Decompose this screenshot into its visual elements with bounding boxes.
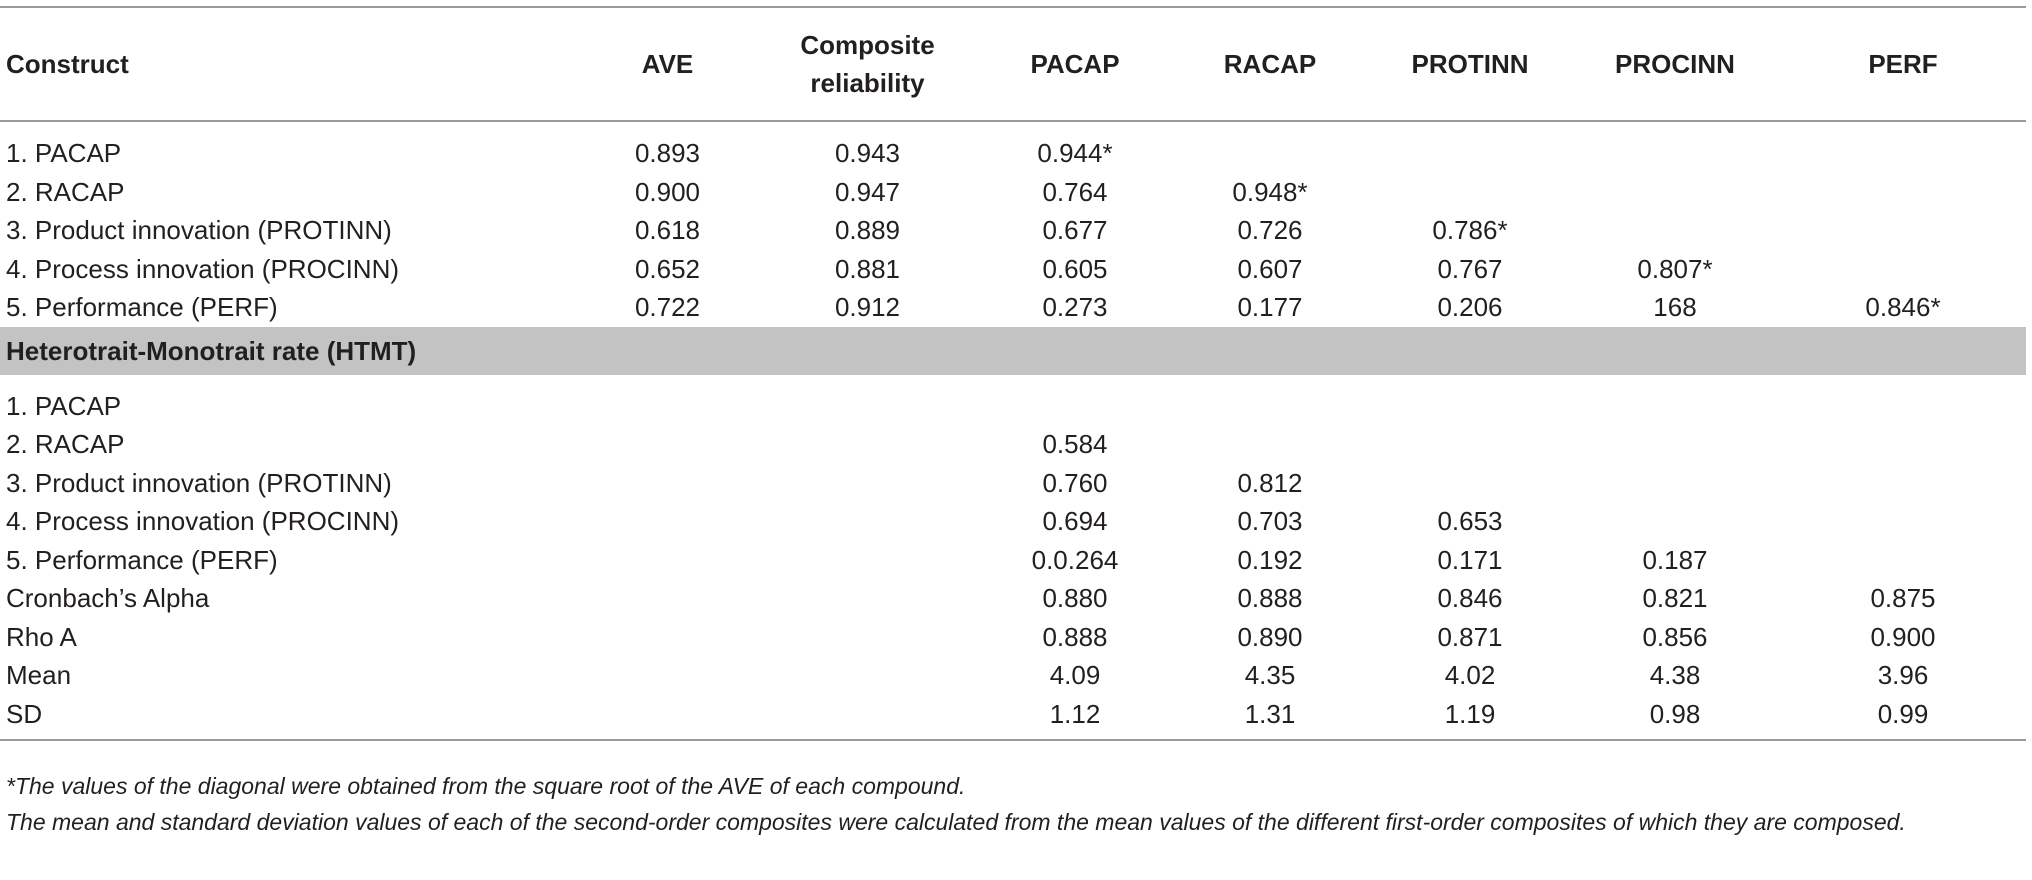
header-perf: PERF bbox=[1868, 49, 1938, 79]
header-ave: AVE bbox=[641, 49, 694, 79]
spacer-row bbox=[0, 375, 2026, 387]
table-cell: 0.888 bbox=[1237, 583, 1303, 613]
table-cell: 1.12 bbox=[980, 695, 1170, 740]
table-cell: 0.187 bbox=[1642, 544, 1708, 575]
table-row bbox=[0, 579, 2026, 618]
table-cell bbox=[1570, 502, 1780, 541]
table-cell: 0.880 bbox=[1042, 583, 1108, 613]
table-cell: 0.856 bbox=[1642, 621, 1708, 652]
table-cell bbox=[755, 425, 980, 464]
table-cell bbox=[755, 541, 980, 580]
row-label: 1. PACAP bbox=[6, 138, 122, 168]
table-cell: 0.726 bbox=[1237, 215, 1303, 245]
table-row bbox=[0, 425, 2026, 464]
table-cell: 4.09 bbox=[1049, 660, 1101, 690]
table-row bbox=[0, 211, 2026, 250]
table-cell bbox=[755, 464, 980, 503]
row-label: Rho A bbox=[6, 621, 77, 652]
table-cell: 0.846* bbox=[1865, 292, 1941, 322]
table-cell bbox=[1570, 173, 1780, 212]
top-body bbox=[0, 121, 2026, 327]
table-cell: 0.764 bbox=[1042, 176, 1108, 207]
table-cell: 0.607 bbox=[1237, 253, 1303, 284]
table-cell bbox=[580, 579, 755, 618]
bottom-body bbox=[0, 387, 2026, 740]
table-row bbox=[0, 387, 2026, 426]
table-cell: 1.19 bbox=[1370, 695, 1570, 740]
table-cell bbox=[1570, 425, 1780, 464]
table-cell: 0.98 bbox=[1570, 695, 1780, 740]
header-racap: RACAP bbox=[1223, 49, 1317, 79]
table-cell: 0.694 bbox=[1042, 506, 1108, 536]
row-label: 2. RACAP bbox=[6, 176, 125, 207]
table-cell: 0.722 bbox=[634, 292, 701, 322]
table-row bbox=[0, 695, 2026, 740]
table-cell bbox=[580, 541, 755, 580]
table-cell: 0.947 bbox=[834, 176, 901, 207]
note-diagonal: *The values of the diagonal were obtained from the square root of the AVE of each compound. bbox=[6, 773, 966, 799]
row-label: Cronbach’s Alpha bbox=[6, 583, 210, 613]
table-cell bbox=[980, 387, 1170, 426]
table-cell bbox=[1780, 425, 2026, 464]
table-cell bbox=[755, 579, 980, 618]
table-cell bbox=[755, 387, 980, 426]
table-cell bbox=[580, 618, 755, 657]
note-mean-sd: The mean and standard deviation values of each of the second-order composites were calculated from the mean values of the different first-order composites of which they are composed. bbox=[6, 809, 1906, 835]
table-row bbox=[0, 541, 2026, 580]
row-label: 2. RACAP bbox=[6, 429, 125, 459]
table-cell bbox=[1780, 211, 2026, 250]
row-label: 4. Process innovation (PROCINN) bbox=[6, 253, 400, 284]
table-cell bbox=[1170, 425, 1370, 464]
table-cell bbox=[1780, 250, 2026, 289]
section-body bbox=[0, 327, 2026, 387]
table-cell: 0.890 bbox=[1237, 621, 1303, 652]
table-row bbox=[0, 173, 2026, 212]
table-cell: 0.807* bbox=[1637, 253, 1713, 284]
row-label: 5. Performance (PERF) bbox=[6, 544, 278, 575]
row-label: SD bbox=[0, 695, 580, 740]
table-cell: 0.760 bbox=[1042, 467, 1108, 498]
table-row bbox=[0, 464, 2026, 503]
table-cell: 0.893 bbox=[634, 138, 701, 168]
table-cell: 0.177 bbox=[1237, 292, 1303, 322]
table-cell: 0.0.264 bbox=[1031, 544, 1119, 575]
table-cell bbox=[580, 656, 755, 695]
table-cell: 0.618 bbox=[634, 215, 701, 245]
row-label: 5. Performance (PERF) bbox=[6, 292, 278, 322]
header-construct: Construct bbox=[6, 49, 129, 79]
table-cell: 0.900 bbox=[1870, 621, 1936, 652]
section-header-row bbox=[0, 327, 2026, 375]
table-cell: 0.273 bbox=[1042, 292, 1108, 322]
table-cell: 0.171 bbox=[1437, 544, 1503, 575]
table-cell: 0.786* bbox=[1432, 215, 1508, 245]
table-cell: 0.584 bbox=[1042, 429, 1108, 459]
table-cell bbox=[1570, 464, 1780, 503]
table-cell bbox=[580, 387, 755, 426]
table-cell: 0.875 bbox=[1870, 583, 1936, 613]
table-row bbox=[0, 656, 2026, 695]
header-procinn: PROCINN bbox=[1615, 49, 1735, 79]
row-label: 4. Process innovation (PROCINN) bbox=[6, 506, 400, 536]
table-cell: 0.206 bbox=[1437, 292, 1503, 322]
table-cell bbox=[1370, 464, 1570, 503]
table-cell bbox=[1370, 425, 1570, 464]
table-cell bbox=[1780, 134, 2026, 173]
row-label: 3. Product innovation (PROTINN) bbox=[6, 215, 392, 245]
table-row bbox=[0, 250, 2026, 289]
header-row bbox=[0, 7, 2026, 121]
table-cell bbox=[755, 618, 980, 657]
table-cell bbox=[1570, 387, 1780, 426]
table-cell bbox=[1570, 134, 1780, 173]
table-cell bbox=[1370, 387, 1570, 426]
table-cell: 0.881 bbox=[834, 253, 901, 284]
table-cell: 0.944* bbox=[1037, 138, 1113, 168]
table-cell: 4.38 bbox=[1649, 660, 1701, 690]
table-cell bbox=[1370, 134, 1570, 173]
table-cell: 0.653 bbox=[1437, 506, 1503, 536]
table-cell: 3.96 bbox=[1877, 660, 1929, 690]
table-cell: 0.912 bbox=[834, 292, 901, 322]
table-cell: 0.192 bbox=[1237, 544, 1303, 575]
table-cell: 0.812 bbox=[1237, 467, 1303, 498]
header-pacap: PACAP bbox=[1030, 49, 1120, 79]
table-cell: 0.677 bbox=[1042, 215, 1108, 245]
table-cell bbox=[580, 464, 755, 503]
table-cell: 0.846 bbox=[1437, 583, 1503, 613]
spacer-row bbox=[0, 121, 2026, 134]
table-cell bbox=[580, 695, 755, 740]
table-cell: 0.948* bbox=[1232, 176, 1308, 207]
table-cell bbox=[1170, 134, 1370, 173]
construct-validity-table bbox=[0, 6, 2026, 741]
table-cell bbox=[1370, 173, 1570, 212]
table-cell bbox=[755, 695, 980, 740]
table-cell bbox=[755, 656, 980, 695]
table-cell bbox=[1780, 464, 2026, 503]
table-cell bbox=[1780, 387, 2026, 426]
table-cell: 4.02 bbox=[1444, 660, 1496, 690]
table-cell: 0.900 bbox=[634, 176, 701, 207]
table-cell: 168 bbox=[1653, 292, 1697, 322]
table-cell bbox=[755, 502, 980, 541]
table-cell: 0.821 bbox=[1642, 583, 1708, 613]
table-cell: 0.605 bbox=[1042, 253, 1108, 284]
table-row bbox=[0, 502, 2026, 541]
header-protinn: PROTINN bbox=[1411, 49, 1529, 79]
row-label: Mean bbox=[6, 660, 72, 690]
row-label: 1. PACAP bbox=[6, 390, 122, 421]
table-row bbox=[0, 134, 2026, 173]
table-cell bbox=[1780, 502, 2026, 541]
table-cell: 0.99 bbox=[1780, 695, 2026, 740]
header-composite-line2: reliability bbox=[810, 68, 925, 98]
table-cell: 0.888 bbox=[1042, 621, 1108, 652]
table-cell: 4.35 bbox=[1244, 660, 1296, 690]
table-cell bbox=[1780, 541, 2026, 580]
table-cell bbox=[1780, 173, 2026, 212]
table-cell: 0.703 bbox=[1237, 506, 1303, 536]
table-container bbox=[0, 6, 2026, 741]
header-composite-reliability bbox=[755, 7, 980, 121]
table-cell: 0.767 bbox=[1437, 253, 1503, 284]
table-cell bbox=[1570, 211, 1780, 250]
table-notes bbox=[6, 768, 2016, 840]
table-cell: 1.31 bbox=[1170, 695, 1370, 740]
table-cell bbox=[580, 502, 755, 541]
row-label: 3. Product innovation (PROTINN) bbox=[6, 467, 392, 498]
table-cell: 0.943 bbox=[834, 138, 901, 168]
header-composite-line1: Composite bbox=[800, 30, 935, 60]
table-row bbox=[0, 288, 2026, 327]
table-cell: 0.889 bbox=[834, 215, 901, 245]
table-cell bbox=[1170, 387, 1370, 426]
table-cell: 0.652 bbox=[634, 253, 701, 284]
table-cell: 0.871 bbox=[1437, 621, 1503, 652]
table-row bbox=[0, 618, 2026, 657]
section-title: Heterotrait-Monotrait rate (HTMT) bbox=[0, 327, 2026, 375]
table-cell bbox=[580, 425, 755, 464]
